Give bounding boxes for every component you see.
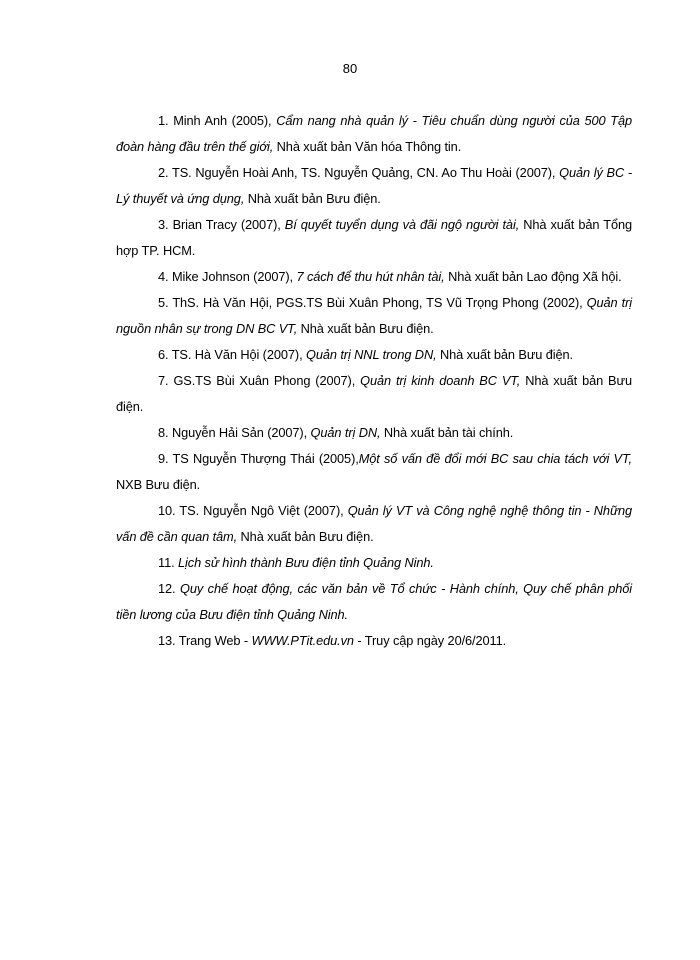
- reference-title: Bí quyết tuyển dụng và đãi ngộ người tài,: [284, 217, 520, 232]
- reference-item: [116, 212, 632, 264]
- reference-number: 6.: [158, 347, 169, 362]
- reference-number: 2.: [158, 165, 169, 180]
- reference-number: 1.: [158, 113, 169, 128]
- reference-title: Quản trị kinh doanh BC VT,: [360, 373, 521, 388]
- reference-item: [116, 160, 632, 212]
- reference-authors: TS. Nguyễn Hoài Anh, TS. Nguyễn Quảng, CN. Ao Thu Hoài (2007),: [172, 165, 560, 180]
- reference-title: Quy chế hoạt động, các văn bản về Tổ chức - Hành chính, Quy chế phân phối tiền lương của Bưu điện tỉnh Quảng Ninh.: [116, 581, 632, 622]
- reference-publisher: Nhà xuất bản Lao động Xã hội.: [444, 269, 622, 284]
- reference-number: 10.: [158, 503, 176, 518]
- reference-item: [116, 446, 632, 498]
- reference-item: [116, 498, 632, 550]
- reference-authors: GS.TS Bùi Xuân Phong (2007),: [173, 373, 361, 388]
- reference-number: 12.: [158, 581, 176, 596]
- reference-publisher: Nhà xuất bản Bưu điện.: [116, 373, 632, 414]
- reference-authors: TS Nguyễn Thượng Thái (2005),: [172, 451, 359, 466]
- reference-item: [116, 576, 632, 628]
- reference-authors: TS. Nguyễn Ngô Việt (2007),: [179, 503, 348, 518]
- reference-authors: Nguyễn Hải Sản (2007),: [171, 425, 311, 440]
- reference-title: Quản lý BC - Lý thuyết và ứng dụng,: [116, 165, 632, 206]
- reference-title: Một số vấn đề đổi mới BC sau chia tách với VT,: [358, 451, 632, 466]
- reference-authors: ThS. Hà Văn Hội, PGS.TS Bùi Xuân Phong, TS Vũ Trọng Phong (2002),: [172, 295, 587, 310]
- reference-publisher: Nhà xuất bản tài chính.: [380, 425, 514, 440]
- reference-publisher: Nhà xuất bản Văn hóa Thông tin.: [273, 139, 462, 154]
- reference-publisher: Nhà xuất bản Tổng hợp TP. HCM.: [116, 217, 632, 258]
- reference-publisher: NXB Bưu điện.: [116, 477, 201, 492]
- reference-list: [116, 108, 632, 654]
- reference-number: 5.: [158, 295, 169, 310]
- reference-number: 4.: [158, 269, 169, 284]
- reference-title: Quản trị NNL trong DN,: [305, 347, 437, 362]
- reference-number: 9.: [158, 451, 169, 466]
- reference-title: Quản lý VT và Công nghệ nghệ thông tin - Những vấn đề cần quan tâm,: [116, 503, 632, 544]
- reference-authors: Trang Web -: [178, 633, 252, 648]
- reference-publisher: Nhà xuất bản Bưu điện.: [436, 347, 574, 362]
- page-number: 80: [342, 61, 358, 76]
- reference-title: Quản trị DN,: [310, 425, 381, 440]
- reference-item: [116, 342, 632, 368]
- reference-item: [116, 420, 632, 446]
- reference-item: [116, 290, 632, 342]
- reference-authors: Mike Johnson (2007),: [171, 269, 297, 284]
- reference-title: WWW.PTit.edu.vn: [251, 633, 354, 648]
- reference-number: 7.: [158, 373, 169, 388]
- reference-item: [116, 108, 632, 160]
- reference-publisher: Nhà xuất bản Bưu điện.: [237, 529, 374, 544]
- reference-number: 13.: [158, 633, 176, 648]
- reference-authors: Minh Anh (2005),: [173, 113, 277, 128]
- reference-number: 11.: [158, 555, 175, 570]
- reference-item: [116, 368, 632, 420]
- reference-number: 8.: [158, 425, 169, 440]
- reference-item: [116, 264, 632, 290]
- reference-number: 3.: [158, 217, 169, 232]
- reference-authors: TS. Hà Văn Hội (2007),: [171, 347, 306, 362]
- reference-publisher: - Truy cập ngày 20/6/2011.: [353, 633, 507, 648]
- reference-publisher: Nhà xuất bản Bưu điện.: [244, 191, 381, 206]
- reference-publisher: Nhà xuất bản Bưu điện.: [297, 321, 434, 336]
- reference-title: 7 cách để thu hút nhân tài,: [296, 269, 445, 284]
- reference-item: [116, 628, 632, 654]
- reference-title: Quản trị nguồn nhân sự trong DN BC VT,: [116, 295, 632, 336]
- reference-title: Lịch sử hình thành Bưu điện tỉnh Quảng Ninh.: [178, 555, 434, 570]
- reference-item: [116, 550, 632, 576]
- reference-title: Cẩm nang nhà quản lý - Tiêu chuẩn dùng người của 500 Tập đoàn hàng đầu trên thế giới,: [116, 113, 632, 154]
- reference-authors: Brian Tracy (2007),: [172, 217, 285, 232]
